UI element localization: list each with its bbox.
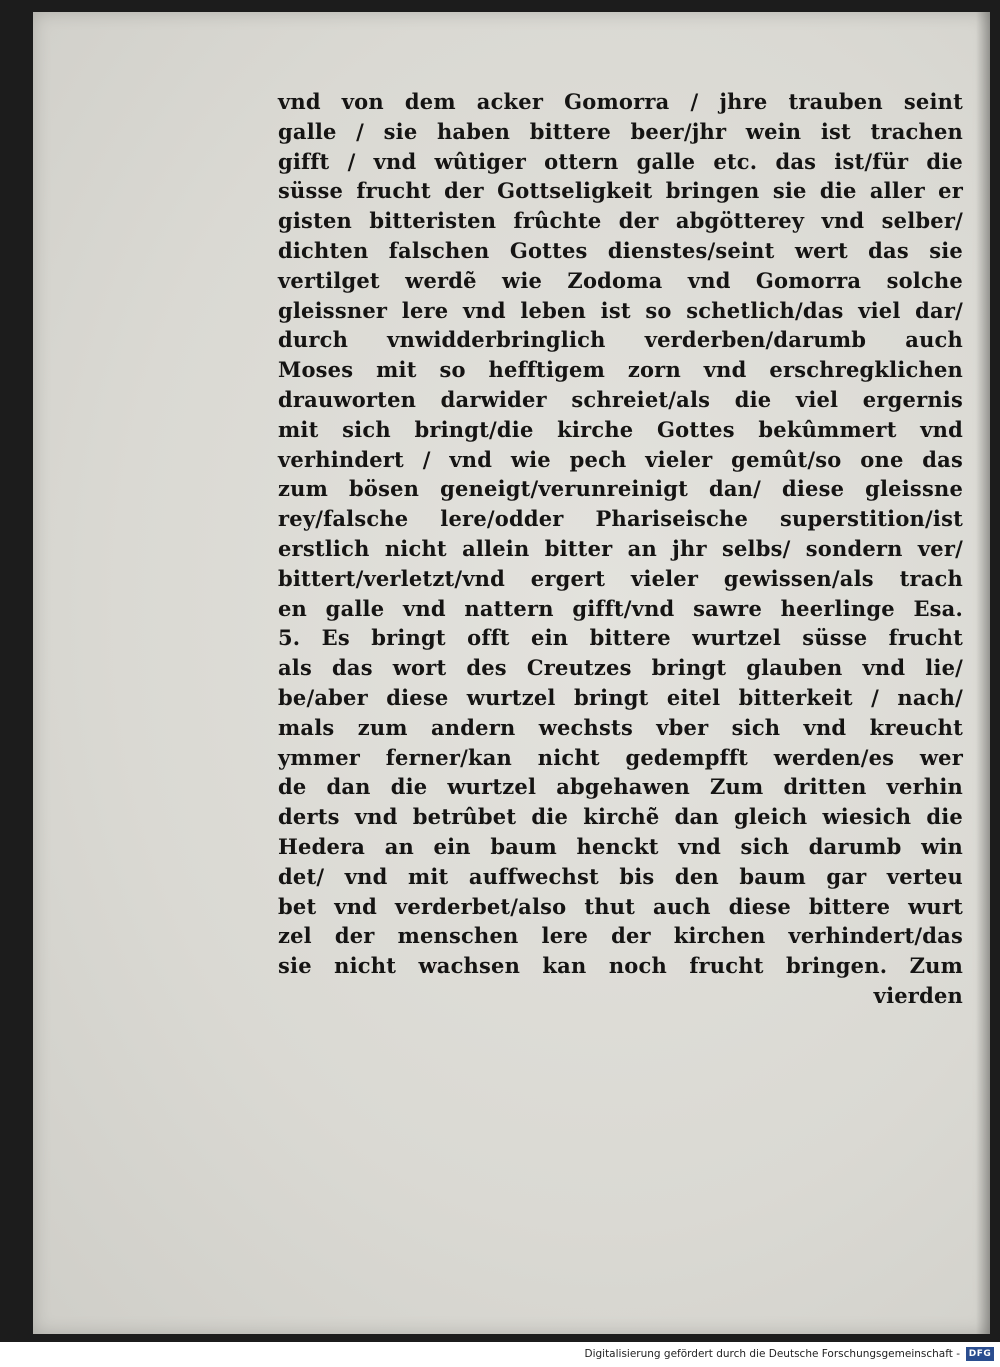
text-line: verhindert / vnd wie pech vieler gemût/so one das [278, 446, 963, 472]
text-line: ymmer ferner/kan nicht gedempfft werden/es wer [278, 744, 963, 770]
text-line: mals zum andern wechsts vber sich vnd kreucht [278, 714, 963, 740]
dfg-logo-icon: DFG [966, 1347, 994, 1361]
text-line: gleissner lere vnd leben ist so schetlich/das viel dar/ [278, 297, 963, 323]
text-line: sie nicht wachsen kan noch frucht bringen. Zum [278, 953, 963, 979]
book-page [33, 12, 990, 1334]
text-line: gisten bitteristen frûchte der abgötterey vnd selber/ [278, 208, 963, 234]
text-line: mit sich bringt/die kirche Gottes bekûmmert vnd [278, 416, 963, 442]
text-line: gifft / vnd wûtiger ottern galle etc. das ist/für die [278, 148, 963, 174]
text-line: bet vnd verderbet/also thut auch diese bittere wurt [278, 893, 963, 919]
text-line: zum bösen geneigt/verunreinigt dan/ diese gleissne [278, 476, 963, 502]
text-line: bittert/verletzt/vnd ergert vieler gewissen/als trach [278, 565, 963, 591]
footer [0, 1342, 1000, 1367]
page-edge [976, 12, 990, 1334]
text-line: süsse frucht der Gottseligkeit bringen sie die aller er [278, 178, 963, 204]
text-line: vnd von dem acker Gomorra / jhre trauben seint [278, 89, 963, 114]
text-line: derts vnd betrûbet die kirchẽ dan gleich wiesich die [278, 804, 963, 830]
text-line: vierden [873, 982, 963, 1008]
text-line: drauworten darwider schreiet/als die viel ergernis [278, 386, 963, 412]
text-line: zel der menschen lere der kirchen verhindert/das [278, 923, 963, 949]
body-text [278, 87, 963, 1011]
text-line: det/ vnd mit auffwechst bis den baum gar verteu [278, 863, 963, 889]
text-line: erstlich nicht allein bitter an jhr selbs/ sondern ver/ [278, 535, 963, 561]
text-line: be/aber diese wurtzel bringt eitel bitterkeit / nach/ [278, 684, 963, 710]
text-line: vertilget werdẽ wie Zodoma vnd Gomorra solche [278, 267, 963, 293]
text-line: dichten falschen Gottes dienstes/seint wert das sie [278, 237, 963, 263]
text-line: als das wort des Creutzes bringt glauben vnd lie/ [278, 655, 963, 681]
text-line: Moses mit so hefftigem zorn vnd erschregklichen [278, 357, 963, 383]
text-line: galle / sie haben bittere beer/jhr wein ist trachen [278, 118, 963, 144]
text-line: de dan die wurtzel abgehawen Zum dritten verhin [278, 774, 963, 800]
text-line: rey/falsche lere/odder Phariseische superstition/ist [278, 506, 963, 532]
text-line: 5. Es bringt offt ein bittere wurtzel süsse frucht [278, 625, 963, 651]
text-line: en galle vnd nattern gifft/vnd sawre heerlinge Esa. [278, 595, 963, 621]
text-line: Hedera an ein baum henckt vnd sich darumb win [278, 833, 963, 859]
funding-notice: Digitalisierung gefördert durch die Deutsche Forschungsgemeinschaft - [584, 1348, 960, 1360]
text-line: durch vnwidderbringlich verderben/darumb auch [278, 327, 963, 353]
